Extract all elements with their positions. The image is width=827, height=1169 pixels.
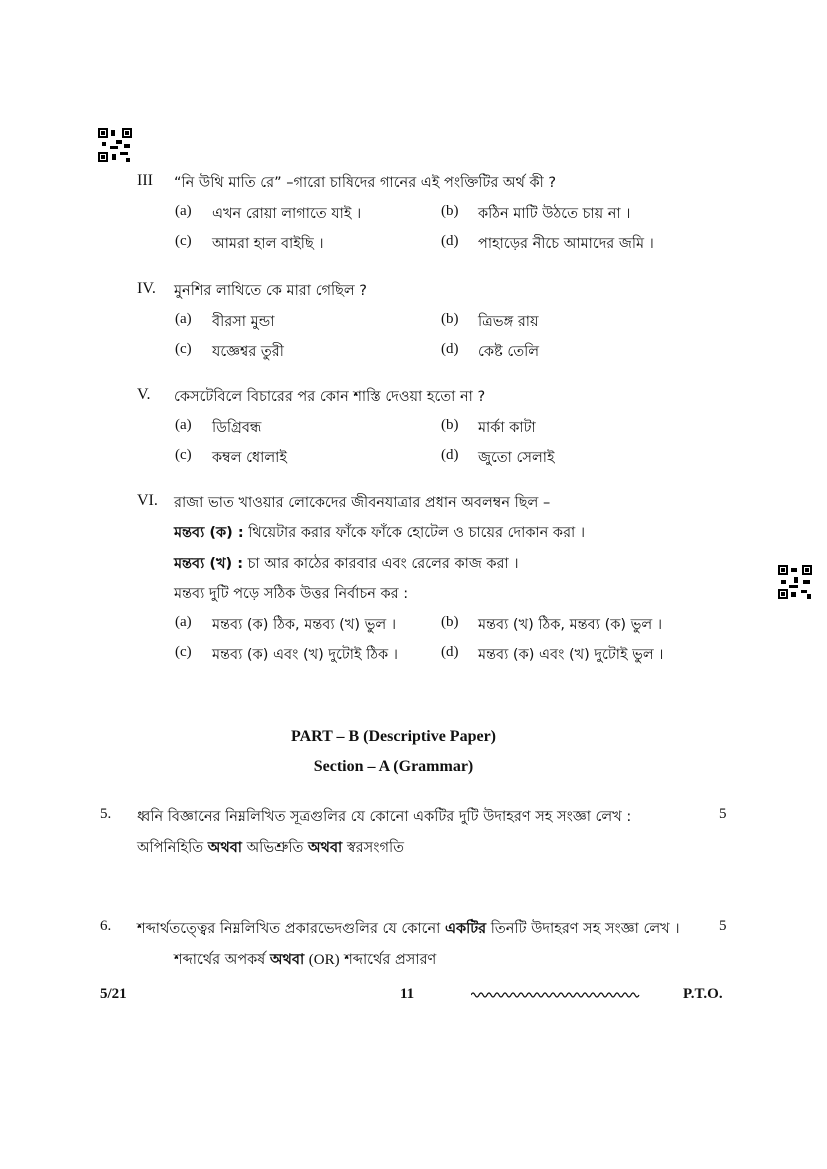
or-text: অথবা <box>269 952 305 968</box>
question-number: 6. <box>100 918 112 934</box>
section-heading: Section – A (Grammar) <box>313 758 474 775</box>
question-number: VI. <box>137 492 158 509</box>
question-text-bold: একটির <box>444 921 487 937</box>
page-number: 11 <box>400 986 415 1002</box>
qr-code-right <box>778 565 814 601</box>
question-text-post: তিনটি উদাহরণ সহ সংজ্ঞা লেখ । <box>490 921 680 937</box>
or-text: অথবা <box>207 840 242 856</box>
option-label: (c) <box>175 447 192 463</box>
q6-options <box>174 949 436 973</box>
option-text: বীরসা মুন্ডা <box>212 314 275 330</box>
qr-code-top-left <box>98 128 134 164</box>
option-text: অভিশ্রুতি <box>246 840 304 856</box>
question-text: ধ্বনি বিজ্ঞানের নিম্নলিখিত সূত্রগুলির যে কোনো একটির দুটি উদাহরণ সহ সংজ্ঞা লেখ : <box>137 809 632 825</box>
option-text: শব্দার্থের প্রসারণ <box>344 952 437 968</box>
statement-b <box>174 553 519 577</box>
option-label: (a) <box>175 311 192 327</box>
or-text: অথবা <box>308 840 343 856</box>
option-label: (d) <box>441 341 459 357</box>
option-text: মন্তব্য (ক) এবং (খ) দুটোই ভুল । <box>478 647 664 663</box>
option-label: (b) <box>441 203 459 219</box>
question-text: মুনশির লাথিতে কে মারা গেছিল ? <box>174 283 367 299</box>
option-label: (b) <box>441 614 459 630</box>
pto-label: P.T.O. <box>683 986 723 1002</box>
instruction-text: মন্তব্য দুটি পড়ে সঠিক উত্তর নির্বাচন কর : <box>174 586 409 602</box>
option-text: মন্তব্য (খ) ঠিক, মন্তব্য (ক) ভুল । <box>478 617 663 633</box>
statement-a-text: থিয়েটার করার ফাঁকে ফাঁকে হোটেল ও চায়ের দোকান করা । <box>248 525 586 541</box>
option-label: (c) <box>175 644 192 660</box>
option-text: স্বরসংগতি <box>346 840 404 856</box>
question-number: V. <box>137 386 151 403</box>
option-label: (a) <box>175 614 192 630</box>
option-label: (c) <box>175 341 192 357</box>
option-text: মার্কা কাটা <box>478 420 536 436</box>
question-number: III <box>137 172 153 189</box>
option-label: (b) <box>441 311 459 327</box>
question-number: IV. <box>137 280 156 297</box>
statement-b-label: মন্তব্য (খ) : <box>174 556 243 572</box>
option-text: মন্তব্য (ক) ঠিক, মন্তব্য (খ) ভুল । <box>212 617 397 633</box>
option-text: কম্বল ধোলাই <box>212 450 287 466</box>
wavy-line-divider <box>471 990 643 1000</box>
option-label: (d) <box>441 233 459 249</box>
option-label: (a) <box>175 203 192 219</box>
marks: 5 <box>719 918 727 934</box>
option-text: জুতো সেলাই <box>478 450 555 466</box>
option-text: মন্তব্য (ক) এবং (খ) দুটোই ঠিক । <box>212 647 398 663</box>
marks: 5 <box>719 806 727 822</box>
option-label: (d) <box>441 447 459 463</box>
option-text: ডিগ্রিবন্ধ <box>212 420 262 436</box>
option-label: (b) <box>441 417 459 433</box>
question-text-pre: শব্দার্থতত্ত্বের নিম্নলিখিত প্রকারভেদগুলির যে কোনো <box>137 921 441 937</box>
or-english: (OR) <box>308 952 340 968</box>
statement-b-text: চা আর কাঠের কারবার এবং রেলের কাজ করা । <box>247 556 519 572</box>
option-label: (c) <box>175 233 192 249</box>
statement-a <box>174 522 585 546</box>
option-text: শব্দার্থের অপকর্ষ <box>174 952 266 968</box>
part-heading: PART – B (Descriptive Paper) <box>290 728 497 745</box>
option-text: কেষ্ট তেলি <box>478 344 540 360</box>
statement-a-label: মন্তব্য (ক) : <box>174 525 244 541</box>
option-text: এখন রোয়া লাগাতে যাই । <box>212 206 362 222</box>
question-text: কেসটেবিলে বিচারের পর কোন শাস্তি দেওয়া হতো না ? <box>174 389 486 405</box>
question-text: “নি উথি মাতি রে” –গারো চাষিদের গানের এই পংক্তিটির অর্থ কী ? <box>174 175 557 191</box>
option-text: আমরা হাল বাইছি । <box>212 236 324 252</box>
question-text: রাজা ভাত খাওয়ার লোকেদের জীবনযাত্রার প্রধান অবলম্বন ছিল – <box>174 495 551 511</box>
option-label: (d) <box>441 644 459 660</box>
paper-code: 5/21 <box>100 986 127 1002</box>
option-label: (a) <box>175 417 192 433</box>
option-text: অপিনিহিতি <box>137 840 204 856</box>
question-number: 5. <box>100 806 112 822</box>
option-text: পাহাড়ের নীচে আমাদের জমি । <box>478 236 654 252</box>
option-text: ত্রিভঙ্গ রায় <box>478 314 539 330</box>
option-text: যজ্ঞেশ্বর তুরী <box>212 344 284 360</box>
question-text <box>137 918 680 942</box>
q5-options <box>137 837 404 861</box>
option-text: কঠিন মাটি উঠতে চায় না । <box>478 206 631 222</box>
